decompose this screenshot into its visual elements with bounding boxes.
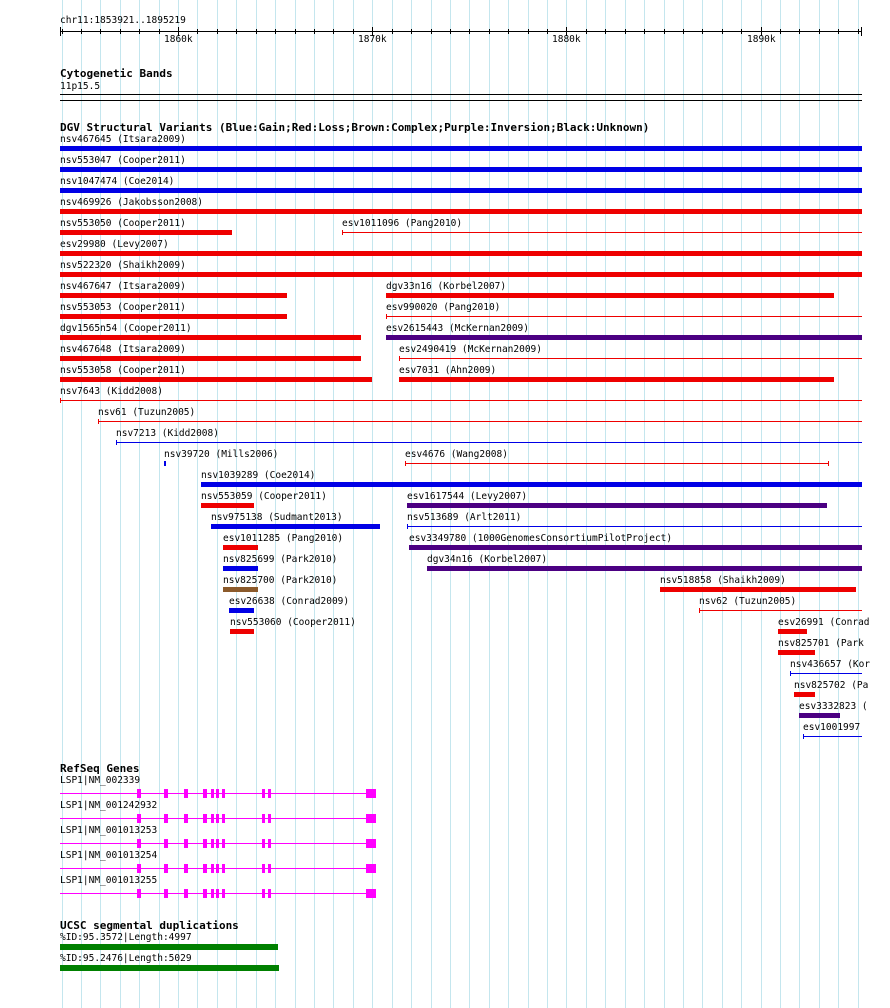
dgv-feature-label: nsv467648 (Itsara2009) — [60, 344, 186, 355]
refseq-exon — [137, 889, 141, 898]
dgv-feature-label: esv29980 (Levy2007) — [60, 239, 169, 250]
segdup-bar — [60, 965, 279, 971]
dgv-feature-bar — [211, 524, 380, 529]
refseq-exon — [222, 789, 225, 798]
dgv-feature-bar — [223, 566, 258, 571]
dgv-feature-start-tick — [803, 734, 804, 739]
dgv-feature-bar — [399, 377, 834, 382]
refseq-exon — [216, 839, 219, 848]
cytoband-label: 11p15.5 — [60, 81, 101, 92]
dgv-feature-label: esv26638 (Conrad2009) — [229, 596, 350, 607]
dgv-feature-label: esv3349780 (1000GenomesConsortiumPilotProject) — [409, 533, 673, 544]
dgv-feature-label: dgv34n16 (Korbel2007) — [427, 554, 548, 565]
ruler-minor-tick — [100, 29, 101, 34]
dgv-feature-start-tick — [399, 356, 400, 361]
refseq-exon — [164, 814, 168, 823]
dgv-feature-line — [699, 610, 862, 611]
refseq-exon — [203, 814, 207, 823]
dgv-feature-bar — [778, 650, 815, 655]
cytoband-ideogram-bottom — [60, 100, 862, 101]
refseq-exon — [216, 789, 219, 798]
ruler-minor-tick — [625, 29, 626, 34]
refseq-exon — [366, 814, 376, 823]
gridline — [333, 0, 334, 1008]
refseq-exon — [366, 864, 376, 873]
dgv-feature-bar — [407, 503, 827, 508]
refseq-exon — [222, 839, 225, 848]
dgv-feature-bar — [201, 503, 254, 508]
refseq-exon — [203, 839, 207, 848]
ruler-location: chr11:1853921..1895219 — [60, 15, 186, 26]
dgv-title: DGV Structural Variants (Blue:Gain;Red:Loss;Brown:Complex;Purple:Inversion;Black:Unknown) — [60, 121, 650, 134]
ruler-minor-tick — [159, 29, 160, 34]
refseq-exon — [137, 839, 141, 848]
ruler-minor-tick — [605, 29, 606, 34]
dgv-feature-label: nsv825702 (Pa — [794, 680, 869, 691]
refseq-exon — [164, 839, 168, 848]
ruler-minor-tick — [799, 29, 800, 34]
ruler-minor-tick — [295, 29, 296, 34]
refseq-exon — [366, 839, 376, 848]
refseq-exon — [211, 789, 214, 798]
refseq-exon — [262, 814, 265, 823]
gridline — [838, 0, 839, 1008]
dgv-feature-bar — [201, 482, 862, 487]
dgv-feature-label: nsv467647 (Itsara2009) — [60, 281, 186, 292]
ruler-minor-tick — [838, 29, 839, 34]
refseq-transcript-label: LSP1|NM_001013253 — [60, 825, 158, 836]
dgv-feature-label: nsv62 (Tuzun2005) — [699, 596, 797, 607]
dgv-feature-line — [116, 442, 862, 443]
dgv-feature-label: nsv1039289 (Coe2014) — [201, 470, 316, 481]
dgv-feature-end-tick — [828, 461, 829, 466]
ruler-minor-tick — [450, 29, 451, 34]
dgv-feature-start-tick — [60, 398, 61, 403]
dgv-feature-label: dgv33n16 (Korbel2007) — [386, 281, 507, 292]
refseq-exon — [262, 889, 265, 898]
dgv-feature-bar — [60, 230, 232, 235]
ruler-minor-tick — [780, 29, 781, 34]
refseq-exon — [262, 864, 265, 873]
refseq-transcript-label: LSP1|NM_002339 — [60, 775, 141, 786]
dgv-feature-label: nsv469926 (Jakobsson2008) — [60, 197, 203, 208]
ruler-minor-tick — [528, 29, 529, 34]
ruler-minor-tick — [547, 29, 548, 34]
dgv-feature-label: nsv825701 (Park — [778, 638, 864, 649]
dgv-feature-bar — [427, 566, 862, 571]
dgv-feature-label: nsv1047474 (Coe2014) — [60, 176, 175, 187]
ruler-minor-tick — [275, 29, 276, 34]
dgv-feature-label: nsv522320 (Shaikh2009) — [60, 260, 186, 271]
dgv-feature-label: esv1011285 (Pang2010) — [223, 533, 344, 544]
dgv-feature-bar — [164, 461, 166, 466]
gridline — [392, 0, 393, 1008]
dgv-feature-bar — [60, 377, 372, 382]
ruler-tick-label: 1860k — [164, 34, 193, 45]
dgv-feature-line — [98, 421, 862, 422]
refseq-title: RefSeq Genes — [60, 762, 140, 775]
refseq-exon — [216, 814, 219, 823]
refseq-exon — [366, 889, 376, 898]
dgv-feature-bar — [794, 692, 815, 697]
refseq-exon — [184, 864, 188, 873]
dgv-feature-bar — [60, 335, 361, 340]
dgv-feature-start-tick — [407, 524, 408, 529]
dgv-feature-label: dgv1565n54 (Cooper2011) — [60, 323, 192, 334]
ruler-minor-tick — [197, 29, 198, 34]
ruler-minor-tick — [586, 29, 587, 34]
refseq-exon — [184, 889, 188, 898]
dgv-feature-label: nsv518858 (Shaikh2009) — [660, 575, 786, 586]
ruler-minor-tick — [722, 29, 723, 34]
ruler-minor-tick — [139, 29, 140, 34]
refseq-exon — [203, 889, 207, 898]
dgv-feature-label: esv1617544 (Levy2007) — [407, 491, 528, 502]
dgv-feature-label: esv26991 (Conrad — [778, 617, 870, 628]
dgv-feature-bar — [60, 146, 862, 151]
dgv-feature-label: nsv513689 (Arlt2011) — [407, 512, 522, 523]
dgv-feature-line — [386, 316, 862, 317]
dgv-feature-start-tick — [116, 440, 117, 445]
dgv-feature-bar — [660, 587, 856, 592]
ruler-minor-tick — [81, 29, 82, 34]
dgv-feature-label: esv2615443 (McKernan2009) — [386, 323, 529, 334]
dgv-feature-label: nsv7213 (Kidd2008) — [116, 428, 219, 439]
gridline — [159, 0, 160, 1008]
refseq-exon — [216, 889, 219, 898]
gridline — [178, 0, 179, 1008]
refseq-exon — [203, 864, 207, 873]
ruler-minor-tick — [858, 29, 859, 34]
dgv-feature-bar — [60, 293, 287, 298]
refseq-exon — [164, 789, 168, 798]
dgv-feature-start-tick — [790, 671, 791, 676]
gridline — [275, 0, 276, 1008]
ruler-minor-tick — [392, 29, 393, 34]
ruler-minor-tick — [702, 29, 703, 34]
dgv-feature-bar — [778, 629, 807, 634]
dgv-feature-label: esv990020 (Pang2010) — [386, 302, 501, 313]
dgv-feature-bar — [60, 188, 862, 193]
refseq-exon — [268, 789, 271, 798]
dgv-feature-line — [60, 400, 862, 401]
ruler-tick-label: 1880k — [552, 34, 581, 45]
ruler-minor-tick — [62, 29, 63, 34]
refseq-exon — [262, 839, 265, 848]
ruler-minor-tick — [644, 29, 645, 34]
ruler-end-tick — [60, 27, 61, 36]
segdup-title: UCSC segmental duplications — [60, 919, 239, 932]
dgv-feature-bar — [386, 335, 862, 340]
dgv-feature-label: nsv39720 (Mills2006) — [164, 449, 279, 460]
refseq-exon — [164, 889, 168, 898]
ruler-minor-tick — [256, 29, 257, 34]
dgv-feature-bar — [60, 272, 862, 277]
ruler-tick-label: 1870k — [358, 34, 387, 45]
refseq-exon — [211, 864, 214, 873]
dgv-feature-label: nsv975138 (Sudmant2013) — [211, 512, 343, 523]
refseq-transcript-label: LSP1|NM_001013255 — [60, 875, 158, 886]
dgv-feature-bar — [60, 209, 862, 214]
dgv-feature-bar — [386, 293, 834, 298]
ruler-minor-tick — [819, 29, 820, 34]
refseq-exon — [268, 814, 271, 823]
gridline — [353, 0, 354, 1008]
segdup-label: %ID:95.3572|Length:4997 — [60, 932, 192, 943]
dgv-feature-label: nsv467645 (Itsara2009) — [60, 134, 186, 145]
dgv-feature-label: nsv553058 (Cooper2011) — [60, 365, 186, 376]
ruler-minor-tick — [333, 29, 334, 34]
ruler-minor-tick — [664, 29, 665, 34]
dgv-feature-line — [405, 463, 829, 464]
dgv-feature-bar — [60, 314, 287, 319]
dgv-feature-start-tick — [98, 419, 99, 424]
ruler-end-tick — [861, 27, 862, 36]
gridline — [314, 0, 315, 1008]
dgv-feature-label: nsv553047 (Cooper2011) — [60, 155, 186, 166]
dgv-feature-start-tick — [386, 314, 387, 319]
dgv-feature-label: nsv553050 (Cooper2011) — [60, 218, 186, 229]
ruler-minor-tick — [217, 29, 218, 34]
dgv-feature-line — [790, 673, 862, 674]
refseq-exon — [268, 889, 271, 898]
dgv-feature-bar — [799, 713, 840, 718]
refseq-exon — [262, 789, 265, 798]
dgv-feature-label: nsv436657 (Kor — [790, 659, 871, 670]
dgv-feature-start-tick — [699, 608, 700, 613]
refseq-exon — [137, 789, 141, 798]
dgv-feature-label: nsv553053 (Cooper2011) — [60, 302, 186, 313]
dgv-feature-bar — [60, 167, 862, 172]
dgv-feature-bar — [409, 545, 862, 550]
cytoband-title: Cytogenetic Bands — [60, 67, 173, 80]
dgv-feature-label: esv1001997 — [803, 722, 861, 733]
dgv-feature-line — [407, 526, 862, 527]
dgv-feature-label: nsv553059 (Cooper2011) — [201, 491, 327, 502]
dgv-feature-line — [399, 358, 862, 359]
gridline — [372, 0, 373, 1008]
dgv-feature-start-tick — [342, 230, 343, 235]
dgv-feature-bar — [60, 356, 361, 361]
dgv-feature-bar — [223, 545, 258, 550]
ruler-minor-tick — [508, 29, 509, 34]
dgv-feature-label: nsv825700 (Park2010) — [223, 575, 338, 586]
dgv-feature-bar — [60, 251, 862, 256]
ruler-minor-tick — [489, 29, 490, 34]
gridline — [197, 0, 198, 1008]
cytoband-ideogram-top — [60, 94, 862, 95]
refseq-exon — [222, 814, 225, 823]
dgv-feature-bar — [223, 587, 258, 592]
dgv-feature-label: esv1011096 (Pang2010) — [342, 218, 463, 229]
gridline — [858, 0, 859, 1008]
refseq-exon — [222, 889, 225, 898]
gridline — [295, 0, 296, 1008]
dgv-feature-label: esv3332823 ( — [799, 701, 868, 712]
refseq-exon — [268, 864, 271, 873]
refseq-exon — [184, 789, 188, 798]
refseq-exon — [184, 839, 188, 848]
ruler-minor-tick — [353, 29, 354, 34]
refseq-transcript-label: LSP1|NM_001013254 — [60, 850, 158, 861]
refseq-exon — [137, 814, 141, 823]
refseq-exon — [268, 839, 271, 848]
segdup-bar — [60, 944, 278, 950]
refseq-exon — [222, 864, 225, 873]
refseq-exon — [366, 789, 376, 798]
dgv-feature-label: esv4676 (Wang2008) — [405, 449, 508, 460]
dgv-feature-label: nsv61 (Tuzun2005) — [98, 407, 196, 418]
ruler-minor-tick — [469, 29, 470, 34]
dgv-feature-bar — [229, 608, 254, 613]
ruler-minor-tick — [411, 29, 412, 34]
ruler-minor-tick — [236, 29, 237, 34]
ruler-minor-tick — [683, 29, 684, 34]
refseq-exon — [203, 789, 207, 798]
gridline — [256, 0, 257, 1008]
dgv-feature-start-tick — [405, 461, 406, 466]
dgv-feature-label: nsv553060 (Cooper2011) — [230, 617, 356, 628]
refseq-transcript-label: LSP1|NM_001242932 — [60, 800, 158, 811]
refseq-exon — [137, 864, 141, 873]
dgv-feature-label: esv2490419 (McKernan2009) — [399, 344, 542, 355]
dgv-feature-line — [803, 736, 862, 737]
segdup-label: %ID:95.2476|Length:5029 — [60, 953, 192, 964]
refseq-exon — [211, 839, 214, 848]
refseq-exon — [211, 814, 214, 823]
refseq-exon — [164, 864, 168, 873]
dgv-feature-line — [342, 232, 862, 233]
ruler-minor-tick — [431, 29, 432, 34]
ruler-minor-tick — [741, 29, 742, 34]
refseq-exon — [216, 864, 219, 873]
refseq-exon — [184, 814, 188, 823]
ruler-minor-tick — [120, 29, 121, 34]
dgv-feature-label: esv7031 (Ahn2009) — [399, 365, 497, 376]
ruler-tick-label: 1890k — [747, 34, 776, 45]
ruler-minor-tick — [314, 29, 315, 34]
dgv-feature-label: nsv825699 (Park2010) — [223, 554, 338, 565]
dgv-feature-bar — [230, 629, 254, 634]
dgv-feature-label: nsv7643 (Kidd2008) — [60, 386, 163, 397]
refseq-exon — [211, 889, 214, 898]
